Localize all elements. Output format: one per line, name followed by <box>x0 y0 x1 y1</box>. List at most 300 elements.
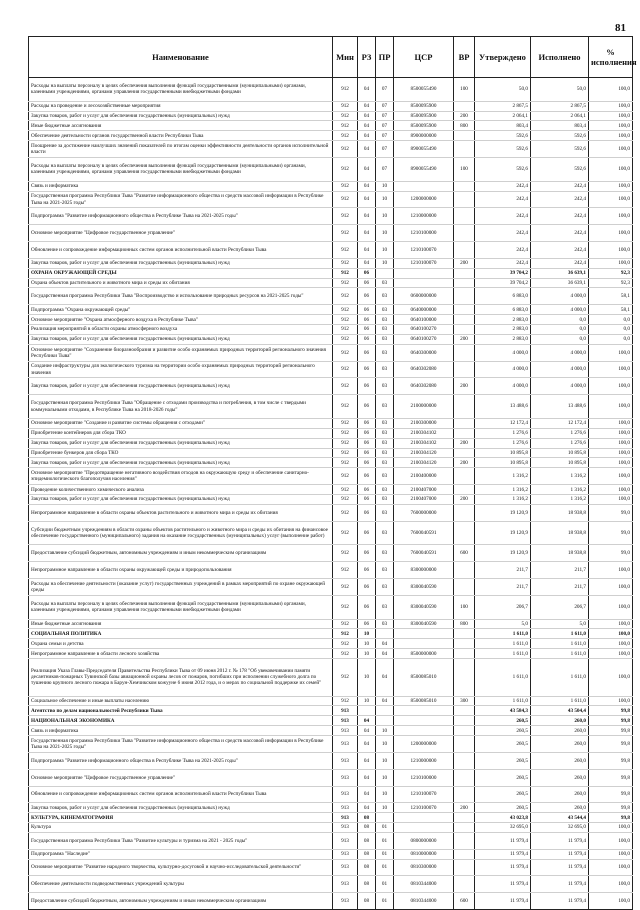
cell-rz: 08 <box>358 833 376 850</box>
cell-name: Основное мероприятие "Создание и развитие системы обращения с отходами" <box>29 418 333 428</box>
cell-pr <box>376 813 394 823</box>
cell-pr: 03 <box>376 278 394 288</box>
cell-rz: 06 <box>358 468 376 485</box>
cell-approved: 19 120,9 <box>475 521 531 545</box>
cell-pr: 10 <box>376 258 394 268</box>
cell-rz: 06 <box>358 334 376 344</box>
cell-rz: 04 <box>358 726 376 736</box>
cell-name: Реализация мероприятий в области охраны атмосферного воздуха <box>29 325 333 335</box>
cell-executed: 1 611,0 <box>531 659 589 697</box>
cell-name: КУЛЬТУРА, КИНЕМАТОГРАФИЯ <box>29 813 333 823</box>
column-header-vr: ВР <box>454 37 475 78</box>
cell-rz: 04 <box>358 716 376 726</box>
cell-approved: 39 704,2 <box>475 278 531 288</box>
table-row <box>29 849 633 859</box>
cell-approved: 260,5 <box>475 726 531 736</box>
table-row <box>29 545 633 562</box>
cell-pr: 10 <box>376 752 394 769</box>
cell-pr: 07 <box>376 101 394 111</box>
table-row <box>29 752 633 769</box>
cell-csr: 0810344000 <box>394 876 454 893</box>
cell-percent: 100,0 <box>589 361 633 378</box>
cell-pr: 01 <box>376 849 394 859</box>
cell-percent: 100,0 <box>589 849 633 859</box>
cell-percent: 100,0 <box>589 121 633 131</box>
cell-csr: 2100000000 <box>394 395 454 419</box>
cell-csr: 0600000000 <box>394 288 454 305</box>
cell-pr: 04 <box>376 639 394 649</box>
cell-rz: 04 <box>358 769 376 786</box>
cell-csr: 2100304120 <box>394 458 454 468</box>
cell-approved: 260,5 <box>475 736 531 753</box>
cell-min: 912 <box>333 158 358 182</box>
cell-executed: 10 895,8 <box>531 448 589 458</box>
table-row <box>29 101 633 111</box>
cell-approved: 43 023,8 <box>475 813 531 823</box>
cell-percent: 100,0 <box>589 639 633 649</box>
cell-vr <box>454 849 475 859</box>
cell-csr: 0640302080 <box>394 361 454 378</box>
cell-name: Закупка товаров, работ и услуг для обеспечения государственных (муниципальных) нужд <box>29 438 333 448</box>
cell-pr: 10 <box>376 225 394 242</box>
cell-vr <box>454 769 475 786</box>
cell-executed: 50,0 <box>531 78 589 102</box>
cell-min: 913 <box>333 752 358 769</box>
table-row <box>29 334 633 344</box>
table-header-row <box>29 37 633 78</box>
cell-name: Расходы на обеспечение деятельности (оказание услуг) государственных учреждений в рамках мероприятий по охране окружающей среды <box>29 579 333 596</box>
cell-min: 912 <box>333 418 358 428</box>
cell-name: Расходы на проведение и лесохозяйственные мероприятия <box>29 101 333 111</box>
column-header-pr: ПР <box>376 37 394 78</box>
cell-min: 912 <box>333 315 358 325</box>
cell-csr: 0640100000 <box>394 315 454 325</box>
cell-pr: 03 <box>376 418 394 428</box>
cell-vr <box>454 786 475 803</box>
cell-vr <box>454 521 475 545</box>
cell-csr: 1210100000 <box>394 225 454 242</box>
cell-vr: 600 <box>454 545 475 562</box>
cell-vr <box>454 823 475 833</box>
cell-csr: 1210100070 <box>394 803 454 813</box>
table-row <box>29 893 633 910</box>
cell-name: Обеспечение деятельности подведомственных учреждений культуры <box>29 876 333 893</box>
cell-executed: 11 979,4 <box>531 849 589 859</box>
cell-min: 912 <box>333 485 358 495</box>
cell-pr: 10 <box>376 803 394 813</box>
cell-pr <box>376 706 394 716</box>
cell-approved: 211,7 <box>475 579 531 596</box>
cell-percent: 100,0 <box>589 131 633 141</box>
cell-csr: 2100304102 <box>394 428 454 438</box>
cell-csr: 8500085010 <box>394 659 454 697</box>
cell-name: Непрограммное направление в области охраны окружающей среды и природопользования <box>29 562 333 579</box>
cell-vr: 100 <box>454 158 475 182</box>
cell-min: 912 <box>333 242 358 259</box>
cell-name: Предоставление субсидий бюджетным, автономным учреждениям и иным некоммерческим организациям <box>29 545 333 562</box>
table-row <box>29 158 633 182</box>
cell-min: 912 <box>333 595 358 619</box>
cell-pr: 04 <box>376 649 394 659</box>
cell-executed: 5,0 <box>531 619 589 629</box>
cell-executed: 1 316,2 <box>531 468 589 485</box>
cell-executed: 18 938,8 <box>531 504 589 521</box>
cell-rz: 06 <box>358 458 376 468</box>
cell-vr <box>454 579 475 596</box>
cell-rz: 08 <box>358 849 376 859</box>
cell-pr: 03 <box>376 448 394 458</box>
cell-executed: 36 639,1 <box>531 268 589 278</box>
cell-name: Обновление и сопровождение информационных систем органов исполнительной власти Республики Тыва <box>29 242 333 259</box>
cell-approved: 4 000,0 <box>475 378 531 395</box>
cell-approved: 242,4 <box>475 181 531 191</box>
cell-pr: 10 <box>376 736 394 753</box>
cell-vr <box>454 629 475 639</box>
table-row <box>29 242 633 259</box>
cell-pr: 10 <box>376 242 394 259</box>
cell-executed: 0,0 <box>531 325 589 335</box>
cell-pr: 03 <box>376 485 394 495</box>
cell-csr <box>394 639 454 649</box>
cell-executed: 43 544,4 <box>531 813 589 823</box>
table-row <box>29 78 633 102</box>
table-row <box>29 121 633 131</box>
cell-approved: 50,0 <box>475 78 531 102</box>
cell-executed: 592,6 <box>531 131 589 141</box>
cell-name: Закупка товаров, работ и услуг для обеспечения государственных (муниципальных) нужд <box>29 458 333 468</box>
cell-executed: 260,0 <box>531 786 589 803</box>
cell-csr: 8900055490 <box>394 141 454 158</box>
cell-min: 913 <box>333 893 358 910</box>
cell-percent: 92,3 <box>589 278 633 288</box>
cell-pr: 03 <box>376 468 394 485</box>
cell-approved: 32 695,0 <box>475 823 531 833</box>
table-row <box>29 736 633 753</box>
cell-rz: 04 <box>358 208 376 225</box>
cell-vr: 200 <box>454 495 475 505</box>
cell-approved: 242,4 <box>475 242 531 259</box>
cell-percent: 99,8 <box>589 813 633 823</box>
table-row <box>29 344 633 361</box>
cell-vr <box>454 726 475 736</box>
cell-approved: 260,5 <box>475 786 531 803</box>
cell-csr <box>394 813 454 823</box>
cell-min: 912 <box>333 562 358 579</box>
cell-approved: 1 611,0 <box>475 649 531 659</box>
cell-executed: 4 000,0 <box>531 344 589 361</box>
table-row <box>29 495 633 505</box>
cell-approved: 260,5 <box>475 769 531 786</box>
cell-executed: 242,4 <box>531 258 589 268</box>
cell-name: Государственная программа Республики Тыва "Развитие информационного общества и средств массовой информации в Республике Тыва на 2021-2025 годы" <box>29 736 333 753</box>
column-header-approved: Утверждено <box>475 37 531 78</box>
cell-pr: 01 <box>376 893 394 910</box>
cell-rz: 04 <box>358 752 376 769</box>
cell-percent: 100,0 <box>589 579 633 596</box>
cell-executed: 211,7 <box>531 579 589 596</box>
cell-csr: 0640300000 <box>394 344 454 361</box>
cell-executed: 260,0 <box>531 736 589 753</box>
cell-executed: 2 867,5 <box>531 101 589 111</box>
table-row <box>29 813 633 823</box>
cell-min: 913 <box>333 786 358 803</box>
cell-vr <box>454 562 475 579</box>
cell-csr: 0640302080 <box>394 378 454 395</box>
cell-pr: 01 <box>376 823 394 833</box>
cell-vr: 200 <box>454 438 475 448</box>
cell-approved: 242,4 <box>475 258 531 268</box>
cell-approved: 2 883,0 <box>475 334 531 344</box>
cell-executed: 1 611,0 <box>531 649 589 659</box>
cell-min: 912 <box>333 141 358 158</box>
cell-min: 912 <box>333 278 358 288</box>
table-row <box>29 468 633 485</box>
cell-executed: 242,4 <box>531 191 589 208</box>
cell-rz: 08 <box>358 893 376 910</box>
cell-vr <box>454 325 475 335</box>
cell-vr: 800 <box>454 121 475 131</box>
cell-percent: 100,0 <box>589 395 633 419</box>
cell-min: 912 <box>333 521 358 545</box>
cell-rz: 06 <box>358 418 376 428</box>
cell-approved: 11 979,4 <box>475 876 531 893</box>
cell-name: СОЦИАЛЬНАЯ ПОЛИТИКА <box>29 629 333 639</box>
cell-csr: 8500085010 <box>394 696 454 706</box>
cell-approved: 5,0 <box>475 619 531 629</box>
cell-rz: 04 <box>358 131 376 141</box>
cell-rz: 06 <box>358 395 376 419</box>
cell-min: 912 <box>333 111 358 121</box>
cell-csr <box>394 823 454 833</box>
cell-pr: 03 <box>376 438 394 448</box>
cell-pr <box>376 268 394 278</box>
cell-rz: 06 <box>358 579 376 596</box>
table-row <box>29 208 633 225</box>
cell-pr: 03 <box>376 361 394 378</box>
cell-vr <box>454 208 475 225</box>
cell-min: 912 <box>333 545 358 562</box>
cell-vr <box>454 833 475 850</box>
cell-executed: 4 000,0 <box>531 378 589 395</box>
cell-percent: 99,8 <box>589 706 633 716</box>
cell-executed: 1 316,2 <box>531 495 589 505</box>
cell-rz: 10 <box>358 696 376 706</box>
cell-name: Закупка товаров, работ и услуг для обеспечения государственных (муниципальных) нужд <box>29 803 333 813</box>
table-row <box>29 823 633 833</box>
cell-approved: 260,5 <box>475 716 531 726</box>
table-row <box>29 786 633 803</box>
cell-percent: 92,3 <box>589 268 633 278</box>
cell-percent: 100,0 <box>589 191 633 208</box>
cell-executed: 11 979,4 <box>531 859 589 876</box>
cell-executed: 1 611,0 <box>531 639 589 649</box>
cell-name: Закупка товаров, работ и услуг для обеспечения государственных (муниципальных) нужд <box>29 378 333 395</box>
cell-min: 912 <box>333 181 358 191</box>
table-row <box>29 659 633 697</box>
cell-csr: 1210100000 <box>394 769 454 786</box>
cell-vr: 200 <box>454 458 475 468</box>
cell-percent: 99,0 <box>589 545 633 562</box>
cell-rz: 08 <box>358 876 376 893</box>
cell-name: Государственная программа Республики Тыва "Обращение с отходами производства и потребления, в том числе с твердыми коммунальными отходами, в Республике Тыва на 2018-2026 годы" <box>29 395 333 419</box>
cell-rz: 06 <box>358 428 376 438</box>
cell-rz: 04 <box>358 141 376 158</box>
cell-executed: 0,0 <box>531 334 589 344</box>
cell-percent: 99,8 <box>589 752 633 769</box>
cell-percent: 100,0 <box>589 181 633 191</box>
cell-executed: 211,7 <box>531 562 589 579</box>
cell-approved: 12 172,4 <box>475 418 531 428</box>
cell-percent: 100,0 <box>589 111 633 121</box>
cell-min: 912 <box>333 395 358 419</box>
cell-rz: 04 <box>358 78 376 102</box>
cell-name: Расходы на выплаты персоналу в целях обеспечения выполнения функций государственными (муниципальными) органами, казенными учреждениями, органами управления государственными внебюджетными фондами <box>29 78 333 102</box>
cell-csr: 2100407000 <box>394 485 454 495</box>
cell-percent: 100,0 <box>589 649 633 659</box>
cell-approved: 2 867,5 <box>475 101 531 111</box>
cell-name: Расходы на выплаты персоналу в целях обеспечения выполнения функций государственными (муниципальными) органами, казенными учреждениями, органами управления государственными внебюджетными фондами <box>29 158 333 182</box>
cell-percent: 0,0 <box>589 334 633 344</box>
cell-vr <box>454 659 475 697</box>
cell-rz: 06 <box>358 438 376 448</box>
cell-approved: 19 120,9 <box>475 545 531 562</box>
cell-vr <box>454 813 475 823</box>
cell-pr: 03 <box>376 395 394 419</box>
cell-min: 912 <box>333 121 358 131</box>
cell-percent: 100,0 <box>589 595 633 619</box>
cell-csr: 7600040591 <box>394 545 454 562</box>
cell-percent: 100,0 <box>589 225 633 242</box>
cell-name: Государственная программа Республики Тыва "Развитие информационного общества и средств массовой информации в Республике Тыва на 2021-2025 годы" <box>29 191 333 208</box>
cell-vr: 200 <box>454 334 475 344</box>
cell-vr <box>454 344 475 361</box>
cell-executed: 242,4 <box>531 208 589 225</box>
column-header-percent: % исполнения <box>589 37 633 78</box>
cell-vr <box>454 876 475 893</box>
cell-csr: 8300000000 <box>394 562 454 579</box>
cell-percent: 100,0 <box>589 619 633 629</box>
table-row <box>29 278 633 288</box>
table-row <box>29 448 633 458</box>
cell-approved: 2 883,0 <box>475 325 531 335</box>
cell-approved: 592,6 <box>475 158 531 182</box>
cell-min: 912 <box>333 191 358 208</box>
cell-name: Реализация Указа Главы-Председателя Правительства Республики Тыва от 09 июня 2012 г. № 178 "Об увековечивании памяти десантников-пожарных Тувинской базы авиационной охраны лесов от пожаров, погибших при исполнении служебного долга по тушению крупного лесного пожара в Барун-Хемчикском кожууне 6 июня 2012 года, и о мерах по социальной поддержке их семей" <box>29 659 333 697</box>
table-row <box>29 595 633 619</box>
cell-min: 912 <box>333 458 358 468</box>
cell-approved: 211,7 <box>475 562 531 579</box>
cell-name: Культура <box>29 823 333 833</box>
cell-vr <box>454 639 475 649</box>
cell-percent: 100,0 <box>589 448 633 458</box>
cell-csr: 2100304102 <box>394 438 454 448</box>
table-row <box>29 258 633 268</box>
cell-approved: 260,5 <box>475 752 531 769</box>
cell-rz: 06 <box>358 278 376 288</box>
cell-rz: 10 <box>358 639 376 649</box>
cell-pr: 03 <box>376 495 394 505</box>
cell-csr: 8500095900 <box>394 101 454 111</box>
cell-min: 912 <box>333 268 358 278</box>
cell-pr: 10 <box>376 769 394 786</box>
cell-min: 912 <box>333 495 358 505</box>
cell-csr <box>394 706 454 716</box>
cell-percent: 58,1 <box>589 288 633 305</box>
cell-percent: 100,0 <box>589 485 633 495</box>
cell-min: 912 <box>333 619 358 629</box>
page-number: 81 <box>615 22 626 34</box>
cell-rz: 10 <box>358 629 376 639</box>
table-row <box>29 131 633 141</box>
cell-rz: 04 <box>358 736 376 753</box>
cell-vr: 200 <box>454 378 475 395</box>
cell-min: 912 <box>333 258 358 268</box>
cell-name: Непрограммное направление в области охраны объектов растительного и животного мира и среды их обитания <box>29 504 333 521</box>
cell-percent: 100,0 <box>589 258 633 268</box>
cell-csr: 1210100070 <box>394 786 454 803</box>
cell-percent: 99,8 <box>589 716 633 726</box>
cell-approved: 1 316,2 <box>475 468 531 485</box>
cell-approved: 1 611,0 <box>475 629 531 639</box>
cell-executed: 11 979,4 <box>531 876 589 893</box>
cell-vr <box>454 448 475 458</box>
cell-approved: 6 883,0 <box>475 288 531 305</box>
cell-rz: 06 <box>358 485 376 495</box>
cell-pr: 10 <box>376 191 394 208</box>
column-header-csr: ЦСР <box>394 37 454 78</box>
cell-rz: 04 <box>358 242 376 259</box>
cell-rz: 06 <box>358 448 376 458</box>
table-row <box>29 769 633 786</box>
cell-csr: 0800000000 <box>394 833 454 850</box>
table-row <box>29 876 633 893</box>
table-row <box>29 438 633 448</box>
cell-executed: 260,0 <box>531 769 589 786</box>
cell-percent: 100,0 <box>589 428 633 438</box>
cell-name: Подпрограмма "Развитие информационного общества в Республике Тыва на 2021-2025 годы" <box>29 752 333 769</box>
cell-pr: 03 <box>376 334 394 344</box>
cell-csr: 0810344000 <box>394 893 454 910</box>
cell-name: Иные бюджетные ассигнования <box>29 619 333 629</box>
cell-approved: 592,6 <box>475 131 531 141</box>
cell-pr: 10 <box>376 181 394 191</box>
cell-vr <box>454 141 475 158</box>
table-row <box>29 225 633 242</box>
cell-percent: 99,8 <box>589 786 633 803</box>
cell-name: Иные бюджетные ассигнования <box>29 121 333 131</box>
cell-percent: 99,0 <box>589 521 633 545</box>
cell-name: Основное мероприятие "Развитие народного творчества, культурно-досуговой и научно-исследовательской деятельности" <box>29 859 333 876</box>
cell-vr <box>454 468 475 485</box>
cell-approved: 242,4 <box>475 225 531 242</box>
table-row <box>29 803 633 813</box>
cell-csr <box>394 181 454 191</box>
table-row <box>29 619 633 629</box>
cell-approved: 10 895,8 <box>475 458 531 468</box>
cell-rz: 04 <box>358 786 376 803</box>
cell-executed: 4 000,0 <box>531 288 589 305</box>
cell-percent: 100,0 <box>589 495 633 505</box>
cell-pr: 03 <box>376 305 394 315</box>
cell-name: Проведение количественного химического анализа <box>29 485 333 495</box>
cell-min: 913 <box>333 849 358 859</box>
cell-name: Связь и информатика <box>29 726 333 736</box>
cell-percent: 0,0 <box>589 315 633 325</box>
cell-vr <box>454 716 475 726</box>
cell-vr <box>454 485 475 495</box>
cell-percent: 100,0 <box>589 696 633 706</box>
table-row <box>29 418 633 428</box>
